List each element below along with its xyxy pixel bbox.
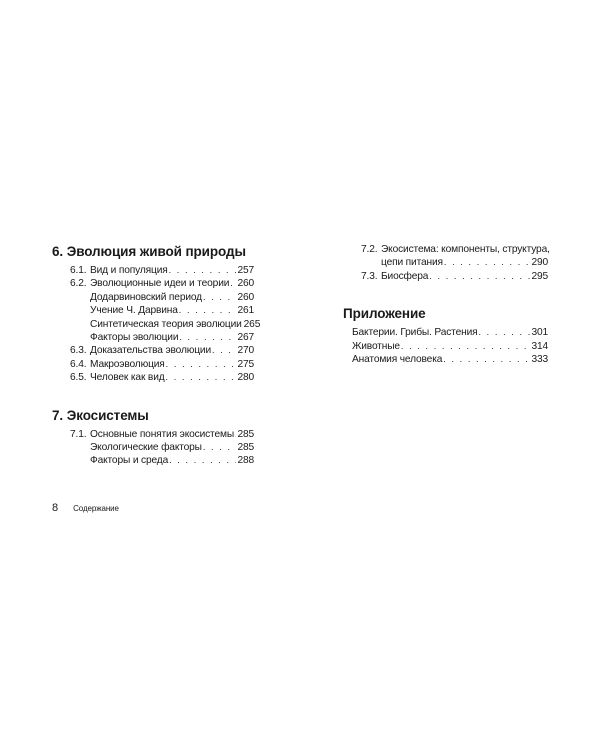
toc-list [52, 264, 261, 385]
toc-entry [52, 428, 254, 441]
toc-list [343, 243, 548, 283]
entry-number: 6.5. [70, 372, 87, 384]
entry-page: 301 [531, 327, 548, 339]
dot-leader [179, 331, 236, 344]
toc-subentry [52, 454, 254, 467]
dot-leader [235, 428, 236, 441]
toc-entry [52, 264, 254, 277]
toc-subentry [52, 441, 254, 454]
entry-title: Додарвиновский период [90, 291, 202, 303]
toc-subentry [52, 331, 254, 344]
entry-title: Синтетическая теория эволюции [90, 318, 242, 330]
dot-leader [230, 277, 236, 290]
page-number: 8 [52, 502, 59, 514]
toc-subentry [52, 304, 254, 317]
entry-page: 285 [237, 428, 254, 440]
dot-leader [169, 454, 236, 467]
entry-page: 267 [237, 332, 254, 344]
entry-title: Учение Ч. Дарвина [90, 305, 178, 317]
section-title: 7. Экосистемы [52, 407, 149, 423]
entry-number: 6.3. [70, 345, 87, 357]
entry-title: Животные [352, 340, 400, 352]
dot-leader [212, 344, 236, 357]
entry-title: Вид и популяция [90, 265, 168, 276]
toc-entry [52, 344, 254, 357]
entry-title: Эволюционные идеи и теории [90, 278, 230, 290]
toc-list [52, 428, 254, 468]
entry-title: Макроэволюция [90, 358, 165, 370]
dot-leader [166, 358, 237, 371]
entry-page: 257 [237, 265, 254, 276]
section-title: Приложение [343, 306, 426, 322]
toc-right-column [343, 243, 548, 366]
entry-page: 285 [237, 442, 254, 454]
entry-page: 270 [237, 345, 254, 357]
toc-section-6 [52, 243, 261, 385]
toc-left-column [52, 243, 261, 468]
dot-leader [203, 441, 237, 454]
entry-number: 6.1. [70, 265, 87, 276]
entry-title: Доказательства эволюции [90, 345, 211, 357]
entry-title-cont: цепи питания [381, 257, 443, 269]
page-footer [52, 502, 119, 514]
entry-title: Анатомия человека [352, 354, 443, 366]
toc-subentry [52, 318, 261, 331]
entry-number: 6.4. [70, 358, 87, 370]
entry-page: 260 [237, 291, 254, 303]
toc-entry [52, 277, 254, 290]
toc-section-7 [52, 407, 254, 468]
dot-leader [429, 270, 530, 283]
toc-list [343, 326, 548, 366]
entry-page: 280 [237, 372, 254, 384]
entry-title: Основные понятия экосистемы [90, 428, 235, 440]
entry-page: 290 [531, 257, 548, 269]
toc-section-appendix [343, 305, 548, 366]
entry-title: Биосфера [381, 270, 429, 282]
dot-leader [443, 353, 530, 366]
entry-number: 6.2. [70, 278, 87, 290]
dot-leader [166, 371, 237, 384]
dot-leader [203, 291, 236, 304]
entry-number: 7.1. [70, 428, 87, 440]
entry-title: Бактерии. Грибы. Растения [352, 327, 478, 339]
entry-page: 295 [531, 270, 548, 282]
entry-page: 288 [237, 455, 254, 467]
toc-subentry [52, 291, 254, 304]
toc-entry [52, 371, 254, 384]
entry-title: Факторы эволюции [90, 332, 179, 344]
entry-number: 7.3. [361, 270, 378, 282]
toc-entry [343, 270, 548, 283]
entry-page: 261 [237, 305, 254, 317]
dot-leader [179, 304, 237, 317]
toc-entry [343, 353, 548, 366]
running-title: Содержание [73, 504, 119, 513]
entry-title: Факторы и среда [90, 455, 169, 467]
dot-leader [444, 256, 531, 269]
toc-entry [343, 326, 548, 339]
entry-title: Экосистема: компоненты, структура, [381, 244, 550, 255]
section-title: 6. Эволюция живой природы [52, 244, 246, 259]
toc-entry [343, 243, 548, 270]
dot-leader [478, 326, 530, 339]
dot-leader [169, 264, 237, 277]
entry-number: 7.2. [361, 244, 378, 255]
entry-page: 260 [237, 278, 254, 290]
entry-wrap-line [361, 256, 548, 269]
entry-page: 275 [237, 358, 254, 370]
entry-title: Человек как вид [90, 372, 165, 384]
entry-title: Экологические факторы [90, 442, 202, 454]
entry-page: 333 [531, 354, 548, 366]
dot-leader [401, 340, 531, 353]
toc-entry [343, 340, 548, 353]
entry-page: 314 [531, 340, 548, 352]
entry-page: 265 [243, 318, 261, 330]
entry-first-line [361, 243, 548, 256]
toc-entry [52, 358, 254, 371]
